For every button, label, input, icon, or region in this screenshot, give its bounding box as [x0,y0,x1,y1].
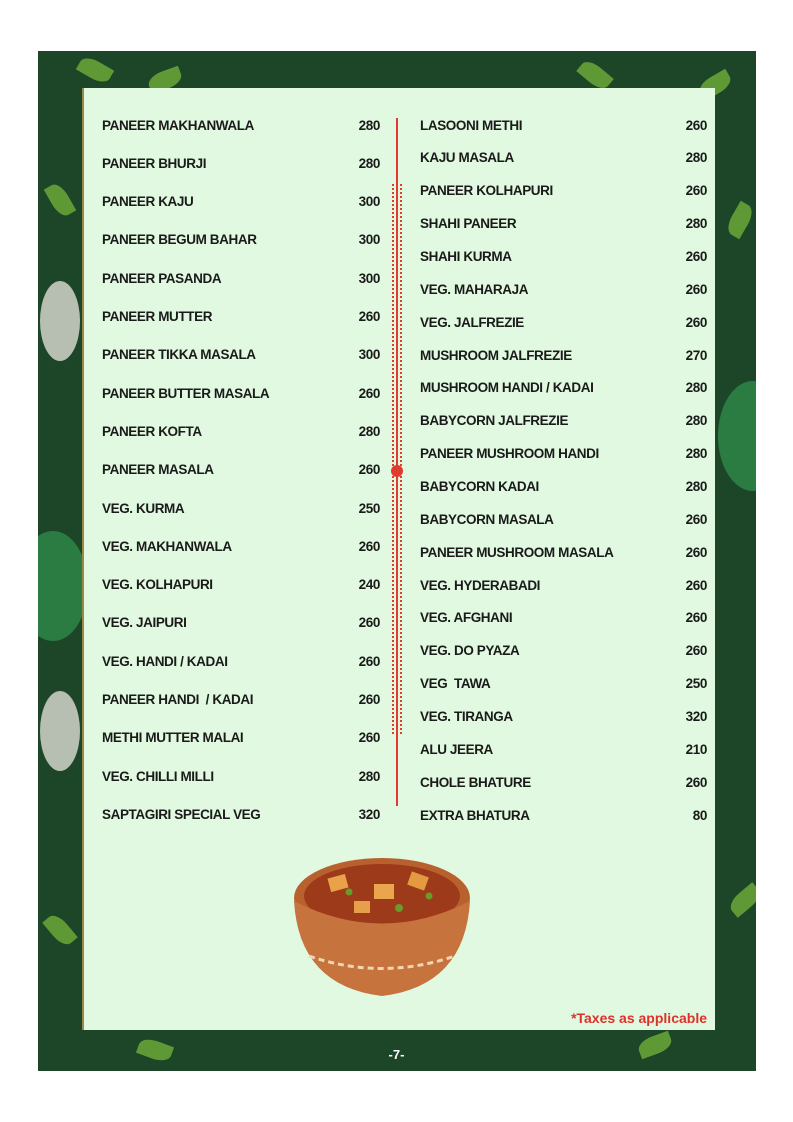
menu-item [102,461,380,479]
menu-item-price: 260 [358,538,380,554]
menu-item-price: 260 [685,643,707,659]
menu-item [420,642,707,660]
menu-item-name: PANEER MUTTER [102,309,213,324]
menu-item-price: 280 [358,117,380,133]
menu-item [420,543,707,561]
menu-item-name: PANEER BHURJI [102,155,207,171]
menu-item-price: 260 [358,462,380,478]
menu-item-name: PANEER KOLHAPURI [420,183,553,199]
menu-item-name: VEG. DO PYAZA [420,643,520,659]
menu-item-name: PANEER MUSHROOM HANDI [420,446,599,462]
menu-item [420,445,707,463]
menu-item [102,231,380,249]
menu-item [420,412,707,430]
menu-item [420,707,707,725]
menu-item-name: KAJU MASALA [420,150,514,166]
menu-item-name: VEG. HANDI / KADAI [102,653,228,669]
menu-item-name: PANEER HANDI / KADAI [102,692,254,707]
menu-item [420,576,707,594]
menu-item [102,269,380,287]
menu-item [102,767,380,785]
menu-item-name: PANEER MASALA [102,462,214,478]
menu-item [102,614,380,632]
menu-item-price: 260 [685,117,707,133]
menu-item [102,346,380,364]
menu-item [420,379,707,397]
menu-item [420,675,707,693]
menu-item-price: 320 [685,708,707,724]
menu-item-name: METHI MUTTER MALAI [102,730,244,746]
menu-item [420,149,707,167]
menu-item-name: PANEER TIKKA MASALA [102,347,256,363]
menu-item-price: 260 [685,183,707,199]
menu-item-name: BABYCORN JALFREZIE [420,413,569,429]
menu-item-price: 300 [358,347,380,363]
leaf-decoration [718,381,756,491]
menu-item [420,740,707,758]
menu-item [420,510,707,528]
menu-item [420,773,707,791]
menu-item-price: 280 [685,216,707,232]
menu-item [420,280,707,298]
menu-item-price: 280 [685,478,707,494]
menu-item-name: SHAHI PANEER [420,216,517,232]
menu-item [102,576,380,594]
menu-item-name: VEG TAWA [420,676,491,692]
menu-item-name: MUSHROOM HANDI / KADAI [420,380,594,396]
menu-item [420,609,707,627]
menu-item-price: 280 [685,380,707,396]
leaf-decoration [38,531,88,641]
menu-item-price: 260 [358,653,380,669]
menu-item [420,247,707,265]
menu-item-price: 260 [358,385,380,401]
menu-item [102,116,380,134]
menu-item-name: VEG. HYDERABADI [420,577,541,593]
menu-item-name: ALU JEERA [420,741,493,757]
menu-item-price: 260 [685,544,707,560]
menu-item [102,805,380,823]
leaf-decoration [76,54,114,87]
menu-item-price: 260 [685,610,707,626]
menu-item-price: 210 [685,741,707,757]
paneer-dish-image [289,846,475,1001]
menu-item [102,384,380,402]
menu-item-name: VEG. KURMA [102,500,185,516]
menu-item-name: SHAHI KURMA [420,248,512,264]
leaf-decoration [40,691,80,771]
leaf-decoration [724,201,756,239]
menu-item [102,652,380,670]
menu-item-name: PANEER BUTTER MASALA [102,385,270,401]
menu-item-price: 280 [685,150,707,166]
page-number: -7- [388,1047,405,1062]
menu-item-name: MUSHROOM JALFREZIE [420,347,572,363]
menu-item-name: PANEER MAKHANWALA [102,117,254,133]
dotted-divider [392,184,402,734]
menu-item-name: PANEER MUSHROOM MASALA [420,544,614,560]
menu-item-price: 320 [358,806,380,822]
menu-item-name: PANEER PASANDA [102,270,222,286]
menu-item [102,537,380,555]
menu-item-name: BABYCORN KADAI [420,478,539,494]
menu-item-name: SAPTAGIRI SPECIAL VEG [102,806,261,822]
leaf-decoration [40,281,80,361]
menu-item-name: BABYCORN MASALA [420,511,554,527]
menu-item-price: 280 [685,413,707,429]
menu-item-price: 260 [358,615,380,631]
menu-item-price: 280 [358,768,380,784]
menu-item-price: 280 [358,423,380,439]
menu-item-name: VEG. MAKHANWALA [102,538,232,554]
menu-item-price: 260 [358,309,380,324]
menu-item-price: 260 [685,511,707,527]
menu-item-price: 260 [358,730,380,746]
menu-item-name: VEG. CHILLI MILLI [102,768,214,784]
leaf-decoration [42,911,78,949]
menu-item [420,346,707,364]
menu-panel [82,88,715,1030]
menu-item-name: PANEER KAJU [102,194,194,210]
menu-item-name: PANEER BEGUM BAHAR [102,232,257,248]
menu-item-price: 240 [358,577,380,593]
menu-item [420,313,707,331]
menu-item [102,193,380,211]
menu-item-name: PANEER KOFTA [102,423,202,439]
menu-item-name: LASOONI METHI [420,117,523,133]
menu-item-price: 250 [685,676,707,692]
menu-item-name: VEG. AFGHANI [420,610,513,626]
menu-item [102,499,380,517]
menu-item-price: 260 [685,774,707,790]
menu-item-name: VEG. JALFREZIE [420,314,524,330]
menu-item-price: 260 [685,577,707,593]
menu-item [102,308,380,326]
leaf-decoration [44,181,77,219]
menu-item-price: 280 [358,155,380,171]
menu-item-name: VEG. TIRANGA [420,708,513,724]
menu-item-price: 260 [685,248,707,264]
menu-item-price: 260 [685,314,707,330]
menu-item-price: 270 [685,347,707,363]
menu-item [420,215,707,233]
menu-item [102,154,380,172]
menu-item-name: VEG. JAIPURI [102,615,187,631]
menu-item-price: 300 [358,232,380,248]
menu-item [102,422,380,440]
menu-item [102,729,380,747]
menu-item-name: CHOLE BHATURE [420,774,531,790]
menu-item-price: 300 [358,270,380,286]
menu-item [420,116,707,134]
menu-item [102,691,380,709]
menu-item-price: 80 [692,807,707,823]
menu-item [420,806,707,824]
taxes-note: *Taxes as applicable [571,1010,707,1026]
menu-item [420,182,707,200]
menu-item-price: 280 [685,446,707,462]
menu-item-price: 260 [358,692,380,707]
menu-item-name: VEG. MAHARAJA [420,281,529,297]
menu-item-price: 260 [685,281,707,297]
menu-item-name: EXTRA BHATURA [420,807,530,823]
menu-item [420,477,707,495]
leaf-decoration [726,882,756,918]
menu-item-name: VEG. KOLHAPURI [102,577,213,593]
menu-item-price: 250 [358,500,380,516]
menu-item-price: 300 [358,194,380,210]
divider-dot [391,465,403,477]
